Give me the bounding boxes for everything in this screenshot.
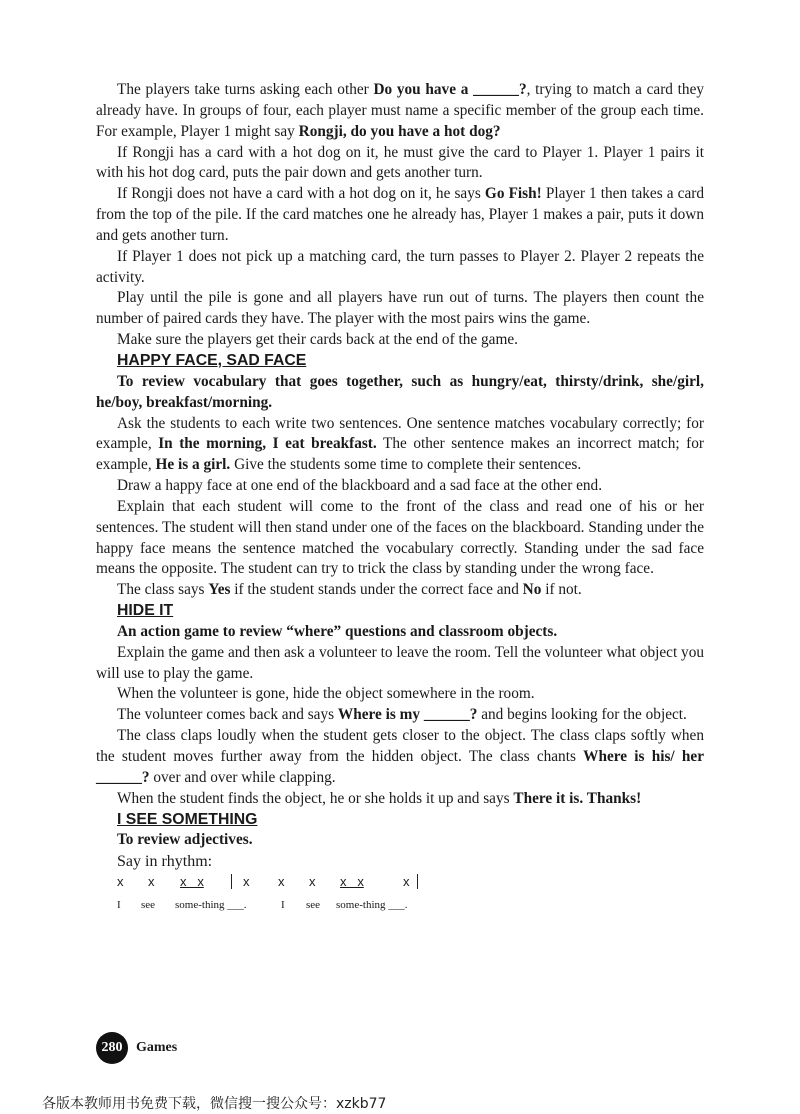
watermark-text: 各版本教师用书免费下载，微信搜一搜公众号：xzkb77 (42, 1096, 387, 1112)
section-heading-i-see-something: I SEE SOMETHING (117, 810, 258, 828)
paragraph: Draw a happy face at one end of the blackboard and a sad face at the other end. (117, 477, 603, 495)
paragraph: The volunteer comes back and says Where is my ______? and begins looking for the object. (117, 706, 687, 724)
rhythm-bar-line (417, 874, 418, 889)
rhythm-beat: x x (180, 874, 204, 890)
paragraph: The class claps loudly when the student gets closer to the object. The class claps softly when the student moves further away from the hidden object. The class chants Where is his/ her ______? over and over while clapping. (96, 727, 704, 786)
rhythm-beat: x (278, 874, 285, 890)
paragraph: Explain that each student will come to the front of the class and read one of his or her sentences. The student will then stand under one of the faces on the blackboard. Standing under the happy face means the sentence matched the vocabulary correctly. Standing under the sad face means the opposite. The student can try to trick the class by standing under the wrong face. (96, 497, 704, 578)
rhythm-label: Say in rhythm: (117, 853, 213, 871)
section-heading-happy-face: HAPPY FACE, SAD FACE (117, 351, 307, 369)
paragraph: When the student finds the object, he or she holds it up and says There it is. Thanks! (117, 789, 642, 807)
paragraph: If Player 1 does not pick up a matching card, the turn passes to Player 2. Player 2 repeats the activity. (96, 247, 704, 286)
paragraph: When the volunteer is gone, hide the object somewhere in the room. (117, 685, 535, 703)
paragraph: If Rongji does not have a card with a hot dog on it, he says Go Fish! Player 1 then takes a card from the top of the pile. If the card matches one he already has, Player 1 makes a pair, puts it down and gets another turn. (96, 185, 704, 244)
rhythm-word: I (117, 899, 121, 912)
rhythm-beat: x (243, 874, 250, 890)
paragraph: The class says Yes if the student stands under the correct face and No if not. (117, 581, 582, 599)
page-body (96, 80, 704, 919)
page-number: 280 (96, 1032, 128, 1064)
rhythm-beat: x (117, 874, 124, 890)
paragraph: The players take turns asking each other Do you have a ______?, trying to match a card they already have. In groups of four, each player must name a specific member of the group each time. For example, Player 1 might say Rongji, do you have a hot dog? (96, 81, 705, 140)
rhythm-word: some-thing ___. (175, 899, 247, 912)
paragraph: Explain the game and then ask a volunteer to leave the room. Tell the volunteer what object you will use to play the game. (96, 643, 704, 682)
section-goal: An action game to review “where” questions and classroom objects. (117, 622, 558, 640)
rhythm-word: see (141, 899, 156, 912)
section-goal: To review vocabulary that goes together, such as hungry/eat, thirsty/drink, she/girl, he/boy, breakfast/morning. (96, 372, 704, 411)
rhythm-bar-line (231, 874, 232, 889)
paragraph: Ask the students to each write two sentences. One sentence matches vocabulary correctly; for example, In the morning, I eat breakfast. The other sentence makes an incorrect match; for example, He is a girl. Give the students some time to complete their sentences. (96, 414, 704, 474)
rhythm-word: see (306, 899, 321, 912)
section-goal: To review adjectives. (117, 831, 253, 849)
rhythm-beat: x (148, 874, 155, 890)
section-heading-hide-it: HIDE IT (117, 602, 174, 620)
rhythm-notation (117, 873, 704, 919)
rhythm-word: some-thing ___. (336, 899, 408, 912)
rhythm-word: I (281, 899, 285, 912)
rhythm-beat: x (309, 874, 316, 890)
paragraph: Make sure the players get their cards back at the end of the game. (117, 331, 518, 349)
paragraph: Play until the pile is gone and all players have run out of turns. The players then count the number of paired cards they have. The player with the most pairs wins the game. (96, 289, 704, 328)
paragraph: If Rongji has a card with a hot dog on it, he must give the card to Player 1. Player 1 pairs it with his hot dog card, puts the pair down and gets another turn. (96, 143, 704, 182)
page-footer (96, 1032, 177, 1064)
rhythm-beat: x x (340, 874, 364, 890)
rhythm-beat: x (403, 874, 410, 890)
footer-section-name: Games (136, 1040, 178, 1055)
